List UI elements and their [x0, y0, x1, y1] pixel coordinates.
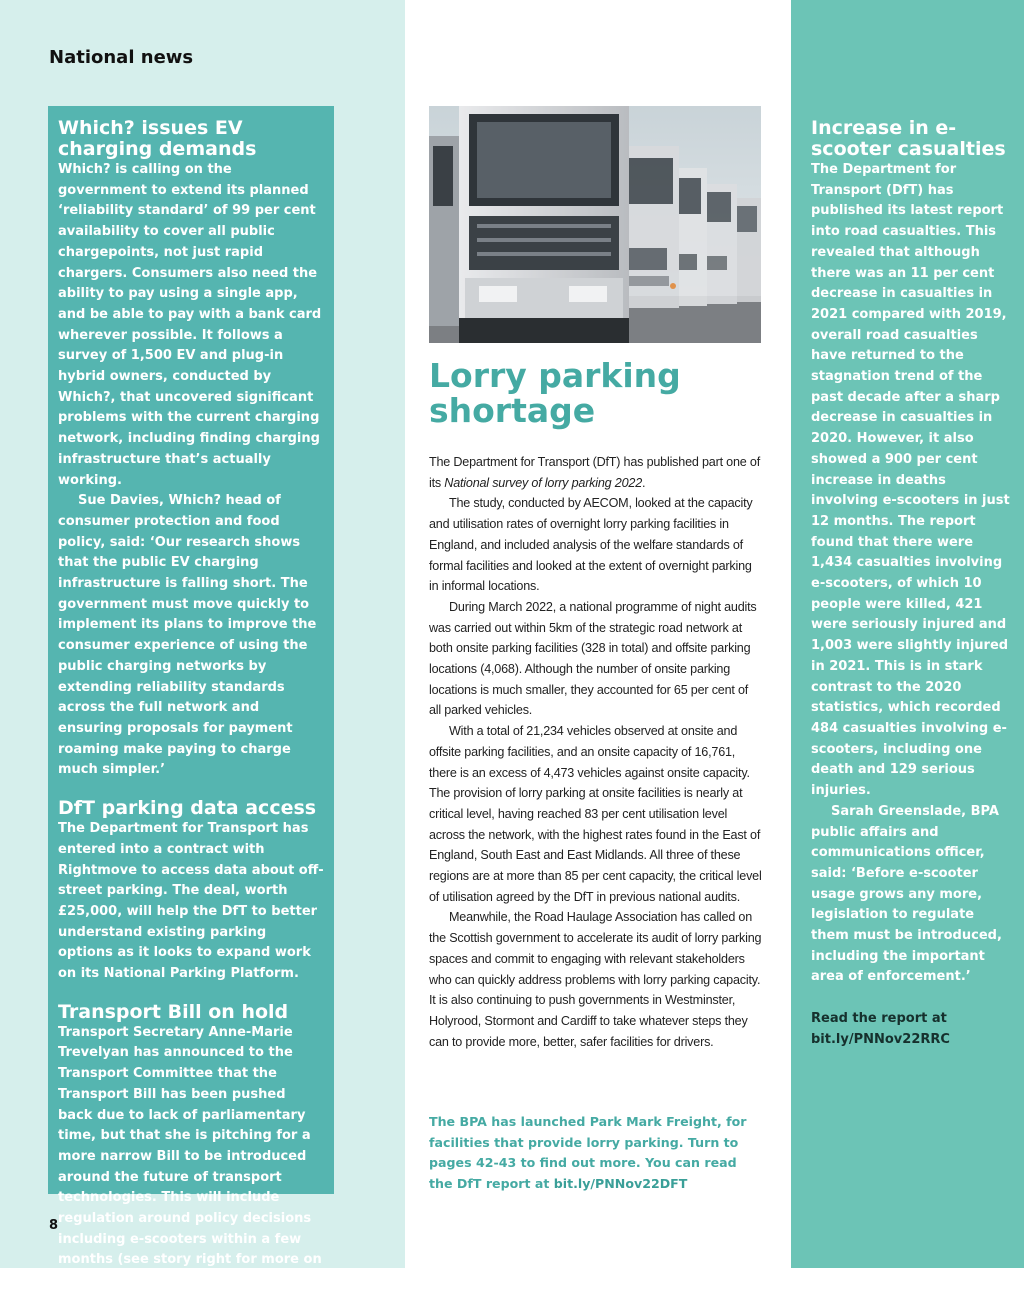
survey-title: National survey of lorry parking 2022 — [444, 475, 643, 490]
story-dft-parking-data — [58, 798, 324, 985]
story-paragraph: Sue Davies, Which? head of consumer protection and food policy, said: ‘Our research shows that the public EV charging infrastructure is falling short. The government must move quickly to implement its plans to improve the consumer experience of using the public charging networks by extending reliability standards across the full network and ensuring proposals for payment roaming make paying to charge much simpler.’ — [58, 493, 317, 778]
rrc-report-link[interactable]: bit.ly/PNNov22RRC — [811, 1031, 950, 1047]
story-paragraph: Sarah Greenslade, BPA public affairs and communications officer, said: ‘Before e-scooter usage grows any more, legislation to regulate them must be introduced, including the important area of enforcement.’ — [811, 803, 1002, 985]
story-title: Increase in e-scooter casualties — [811, 117, 1006, 160]
read-more — [811, 1009, 1011, 1050]
story-paragraph: The Department for Transport (DfT) has published its latest report into road casualties. This revealed that although there was an 11 per cent decrease in casualties in 2021 compared with 2019, overall road casualties have returned to the stagnation trend of the past decade after a sharp decrease in casualties in 2020. However, it also showed a 900 per cent increase in deaths involving e-scooters in just 12 months. The report found that there were 1,434 casualties involving e-scooters, of which 10 people were killed, 421 were seriously injured and 1,003 were slightly injured in 2021. This is in stark contrast to the 2020 statistics, which recorded 484 casualties involving e-scooters, including one death and 129 serious injuries. — [811, 162, 1010, 799]
main-paragraph — [429, 452, 763, 493]
main-paragraph: The study, conducted by AECOM, looked at the capacity and utilisation rates of overnight lorry parking facilities in England, and included analysis of the welfare standards of formal facilities and looked at the extent of overnight parking in informal locations. — [429, 496, 753, 594]
page-number: 8 — [49, 1218, 59, 1233]
story-title: Transport Bill on hold — [58, 1000, 289, 1023]
story-title: Which? issues EV charging demands — [58, 117, 257, 160]
read-more-label: Read the report at — [811, 1011, 947, 1027]
story-transport-bill — [58, 1002, 324, 1292]
main-headline: Lorry parking shortage — [429, 356, 681, 430]
story-ev-charging — [58, 118, 324, 781]
right-news-column — [811, 118, 1011, 1051]
section-label: National news — [49, 47, 194, 68]
story-paragraph: The Department for Transport has entered into a contract with Rightmove to access data about off-street parking. The deal, worth £25,000, will help the DfT to better understand existing parking options as it looks to expand work on its National Parking Platform. — [58, 821, 324, 982]
dft-report-link[interactable]: bit.ly/PNNov22DFT — [553, 1176, 688, 1192]
main-paragraph: Meanwhile, the Road Haulage Association has called on the Scottish government to accelerate its audit of lorry parking spaces and commit to engaging with relevant stakeholders who can quickly address problems with lorry parking capacity. It is also continuing to push governments in Westminster, Holyrood, Stormont and Cardiff to take whatever steps they can to provide more, better, safer facilities for drivers. — [429, 910, 762, 1049]
main-paragraph-text: The Department for Transport (DfT) has published part one of its — [429, 455, 760, 490]
main-story-body — [429, 452, 763, 1052]
lorry-photo — [429, 106, 761, 343]
main-paragraph: With a total of 21,234 vehicles observed at onsite and offsite parking facilities, and an onsite capacity of 16,761, there is an excess of 4,473 vehicles against onsite capacity. The provision of lorry parking at onsite facilities is nearly at critical level, having reached 83 per cent utilisation level across the network, with the highest rates found in the East of England, South East and East Midlands. All three of these regions are at more than 85 per cent capacity, the critical level of utilisation agreed by the DfT in previous national audits. — [429, 724, 762, 904]
promo-text: The BPA has launched Park Mark Freight, for facilities that provide lorry parking. Turn to pages 42-43 to find out more. You can read the DfT report at — [429, 1114, 747, 1192]
main-paragraph-text: . — [642, 475, 646, 490]
story-title: DfT parking data access — [58, 797, 317, 820]
story-paragraph: Transport Secretary Anne-Marie Trevelyan has announced to the Transport Committee that the Transport Bill has been pushed back due to lack of parliamentary time, but that she is pitching for a more narrow Bill to be introduced around the future of transport technologies. This will include regulation around policy decisions including e-scooters within a few months (see story right for more on e-scooters). — [58, 1024, 322, 1289]
promo-note — [429, 1112, 759, 1195]
left-news-box — [48, 106, 334, 1289]
main-paragraph: During March 2022, a national programme of night audits was carried out within 5km of the strategic road network at both onsite parking facilities (328 in total) and offsite parking locations (4,068). Although the number of onsite parking locations is much smaller, they accounted for 65 per cent of all parked vehicles. — [429, 599, 757, 718]
story-paragraph: Which? is calling on the government to extend its planned ‘reliability standard’ of 99 per cent availability to cover all public chargepoints, not just rapid chargers. Consumers also need the ability to pay using a single app, and be able to pay with a bank card wherever possible. It follows a survey of 1,500 EV and plug-in hybrid owners, conducted by Which?, that uncovered significant problems with the current charging network, including finding charging infrastructure that’s actually working. — [58, 162, 322, 488]
lorry-illustration — [429, 106, 761, 343]
